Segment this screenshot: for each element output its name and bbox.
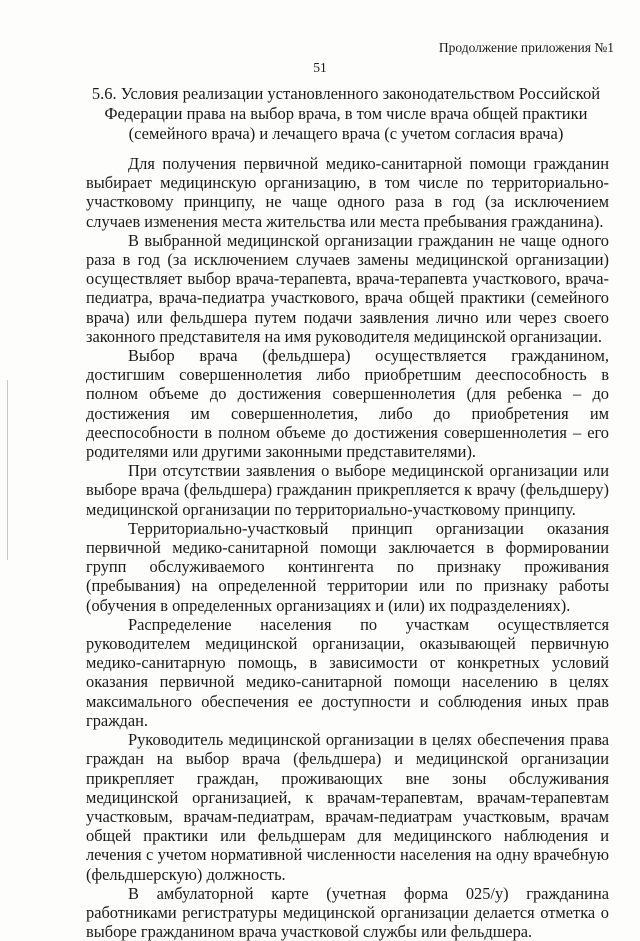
paragraph: При отсутствии заявления о выборе медицинской организации или выборе врача (фельдшера) гражданин прикрепляется к врачу (фельдшеру) медицинской организации по территориально-участковому принципу. [86, 461, 609, 519]
paragraph: Распределение населения по участкам осуществляется руководителем медицинской организации, оказывающей первичную медико-санитарную помощь, в зависимости от конкретных условий оказания первичной медико-санитарной помощи населению в целях максимального обеспечения ее доступности и соблюдения иных прав граждан. [86, 614, 609, 730]
paragraph: Территориально-участковый принцип организации оказания первичной медико-санитарной помощи заключается в формировании групп обслуживаемого контингента по признаку проживания (пребывания) на определенной территории или по признаку работы (обучения в определенных организациях и (или) их подразделениях). [86, 518, 609, 615]
paragraph: Выбор врача (фельдшера) осуществляется гражданином, достигшим совершеннолетия либо приобретшим дееспособность в полном объеме до достижения совершеннолетия (для ребенка – до достижения им совершеннолетия, либо до приобретения им дееспособности в полном объеме до достижения совершеннолетия – его родителями или другими законными представителями). [86, 346, 609, 462]
page-edge-line [7, 380, 8, 560]
page-number: 51 [313, 60, 327, 75]
paragraph: Руководитель медицинской организации в целях обеспечения права граждан на выбор врача (фельдшера) и медицинской организации прикрепляет граждан, проживающих вне зоны обслуживания медицинской организацией, к врачам-терапевтам, врачам-терапевтам участковым, врачам-педиатрам, врачам-педиатрам участковым, врачам общей практики или фельдшерам для медицинского наблюдения и лечения с учетом нормативной численности населения на одну врачебную (фельдшерскую) должность. [86, 730, 609, 884]
appendix-continuation-note: Продолжение приложения №1 [438, 40, 614, 55]
paragraph: Для получения первичной медико-санитарной помощи гражданин выбирает медицинскую организацию, в том числе по территориально-участковому принципу, не чаще одного раза в год (за исключением случаев изменения места жительства или места пребывания гражданина). [86, 154, 609, 231]
body-text [86, 154, 609, 941]
section-title: 5.6. Условия реализации установленного законодательством Российской Федерации права на выбор врача, в том числе врача общей практики (семейного врача) и лечащего врача (с учетом согласия врача) [91, 84, 601, 143]
paragraph: В выбранной медицинской организации гражданин не чаще одного раза в год (за исключением случаев замены медицинской организации) осуществляет выбор врача-терапевта, врача-терапевта участкового, врача-педиатра, врача-педиатра участкового, врача общей практики (семейного врача) или фельдшера путем подачи заявления лично или через своего законного представителя на имя руководителя медицинской организации. [86, 230, 609, 346]
paragraph: В амбулаторной карте (учетная форма 025/у) гражданина работниками регистратуры медицинской организации делается отметка о выборе гражданином врача участковой службы или фельдшера. [86, 883, 609, 941]
